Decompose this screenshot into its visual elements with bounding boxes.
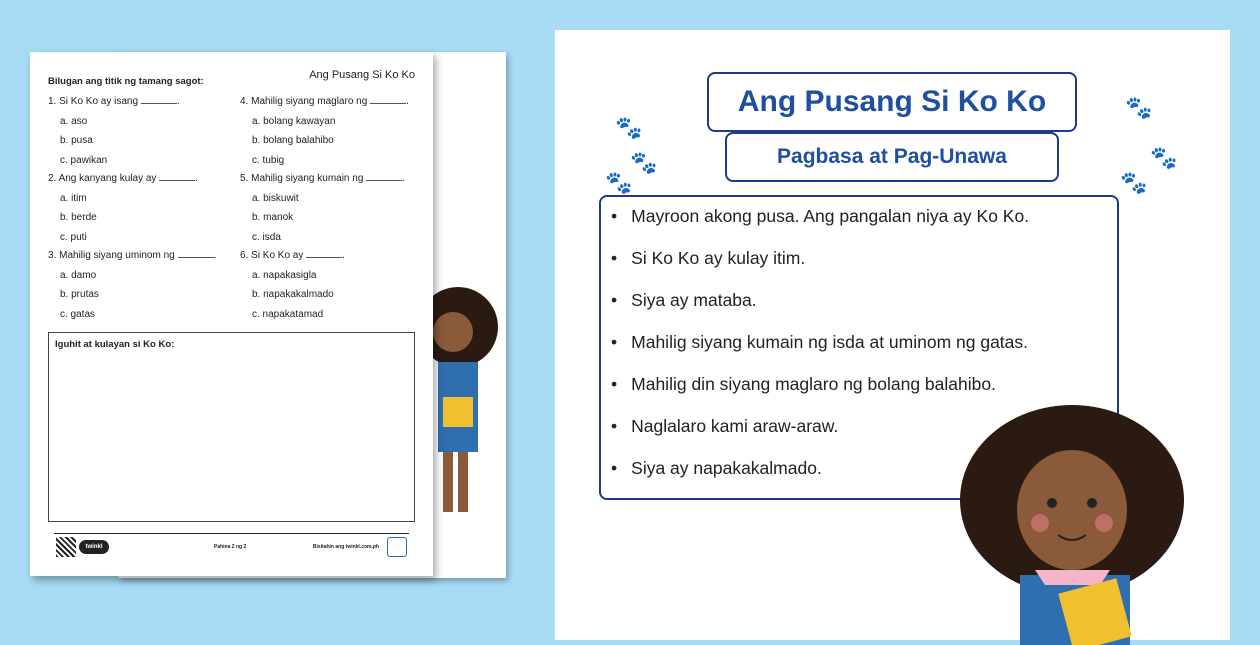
page-number: Pahina 2 ng 2 <box>214 544 247 550</box>
paw-print-icon: 🐾 <box>605 170 633 195</box>
girl-illustration <box>960 405 1185 645</box>
story-sentence: • Mahilig siyang kumain ng isda at uminom ng gatas. <box>611 331 1117 373</box>
answer-blank <box>178 250 214 258</box>
answer-option[interactable]: a. damo <box>60 269 97 281</box>
site-link[interactable]: Bisitahin ang twinkl.com.ph <box>312 544 379 550</box>
story-sentence: • Si Ko Ko ay kulay itim. <box>611 247 1117 289</box>
answer-blank <box>370 96 406 104</box>
paw-print-icon: 🐾 <box>1125 95 1153 120</box>
story-sentence: • Siya ay mataba. <box>611 289 1117 331</box>
question-4: 4. Mahilig siyang maglaro ng . a. bolang kawayan b. bolang balahibo c. tubig <box>240 92 409 170</box>
reading-subtitle: Pagbasa at Pag-Unawa <box>725 132 1059 182</box>
paw-print-icon: 🐾 <box>1120 170 1148 195</box>
answer-option[interactable]: c. napakatamad <box>252 308 324 320</box>
question-2: 2. Ang kanyang kulay ay . a. itim b. berde c. puti <box>48 169 198 247</box>
answer-option[interactable]: b. manok <box>252 212 294 223</box>
answer-blank <box>306 250 342 258</box>
answer-blank <box>366 173 402 181</box>
quality-badge-icon <box>387 537 407 557</box>
answer-option[interactable]: b. napakakalmado <box>252 289 334 300</box>
answer-option[interactable]: b. pusa <box>60 135 93 146</box>
answer-option[interactable]: c. pawikan <box>60 154 108 166</box>
twinkl-logo: twinkl <box>79 540 109 554</box>
reading-title: Ang Pusang Si Ko Ko <box>707 72 1077 132</box>
answer-option[interactable]: b. berde <box>60 212 97 223</box>
story-sentence: • Naglalaro kami araw-araw. <box>611 415 1117 457</box>
answer-option[interactable]: c. gatas <box>60 308 96 320</box>
story-sentence: • Mahilig din siyang maglaro ng bolang balahibo. <box>611 373 1117 415</box>
answer-option[interactable]: a. aso <box>60 115 88 127</box>
paw-print-icon: 🐾 <box>630 150 658 175</box>
answer-option[interactable]: a. bolang kawayan <box>252 115 336 127</box>
drawing-box[interactable] <box>48 332 415 522</box>
instruction: Bilugan ang titik ng tamang sagot: <box>48 76 204 87</box>
question-6: 6. Si Ko Ko ay . a. napakasigla b. napakakalmado c. napakatamad <box>240 246 345 324</box>
drawing-label: Iguhit at kulayan si Ko Ko: <box>55 339 175 350</box>
answer-option[interactable]: a. itim <box>60 192 87 204</box>
worksheet-page <box>30 52 433 576</box>
answer-option[interactable]: c. tubig <box>252 154 285 166</box>
question-3: 3. Mahilig siyang uminom ng . a. damo b. prutas c. gatas <box>48 246 216 324</box>
reading-card <box>555 30 1230 640</box>
question-text: 4. Mahilig siyang maglaro ng <box>240 96 368 107</box>
answer-option[interactable]: c. puti <box>60 231 87 243</box>
answer-option[interactable]: a. napakasigla <box>252 269 317 281</box>
story-sentence: • Siya ay napakakalmado. <box>611 457 1117 499</box>
question-text: 2. Ang kanyang kulay ay <box>48 173 157 184</box>
footer <box>54 533 409 559</box>
answer-option[interactable]: b. bolang balahibo <box>252 135 334 146</box>
question-1: 1. Si Ko Ko ay isang . a. aso b. pusa c. pawikan <box>48 92 180 170</box>
answer-option[interactable]: b. prutas <box>60 289 99 300</box>
worksheet-title: Ang Pusang Si Ko Ko <box>309 69 415 81</box>
question-text: 1. Si Ko Ko ay isang <box>48 96 139 107</box>
answer-option[interactable]: c. isda <box>252 231 281 243</box>
qr-code-icon <box>56 537 76 557</box>
question-text: 3. Mahilig siyang uminom ng <box>48 250 175 261</box>
question-5: 5. Mahilig siyang kumain ng . a. biskuwit b. manok c. isda <box>240 169 405 247</box>
answer-option[interactable]: a. biskuwit <box>252 192 299 204</box>
paw-print-icon: 🐾 <box>615 115 643 140</box>
question-text: 6. Si Ko Ko ay <box>240 250 304 261</box>
question-text: 5. Mahilig siyang kumain ng <box>240 173 364 184</box>
paw-print-icon: 🐾 <box>1150 145 1178 170</box>
answer-blank <box>159 173 195 181</box>
answer-blank <box>141 96 177 104</box>
story-sentence: • Mayroon akong pusa. Ang pangalan niya ay Ko Ko. <box>611 205 1117 247</box>
